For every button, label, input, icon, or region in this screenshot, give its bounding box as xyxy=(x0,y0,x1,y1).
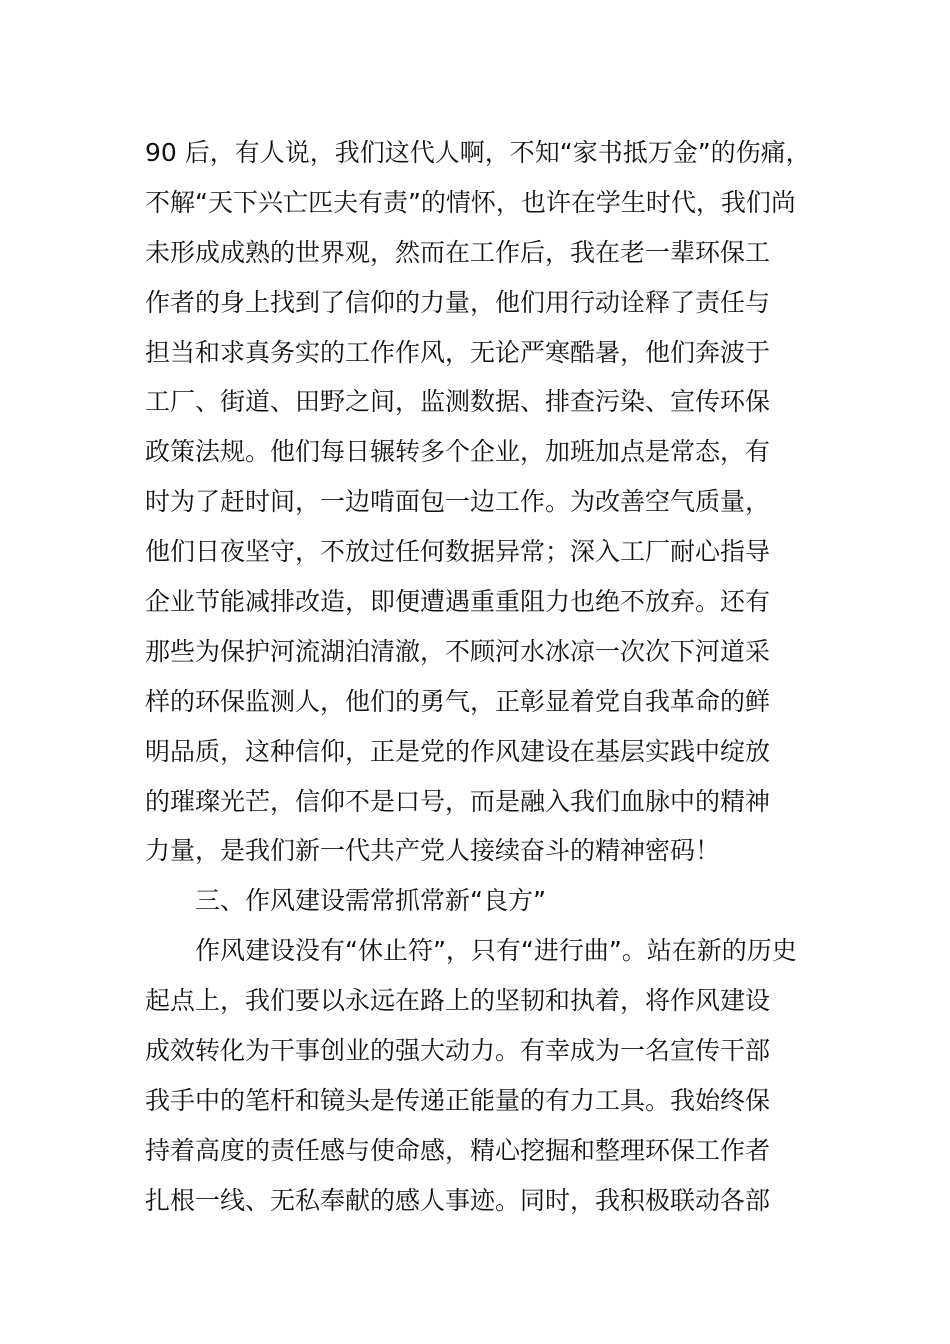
text-line: 那些为保护河流湖泊清澈，不顾河水冰凉一次次下河道采 xyxy=(145,636,771,666)
text-line: 明品质，这种信仰，正是党的作风建设在基层实践中绽放 xyxy=(145,736,771,766)
text-line: 成效转化为干事创业的强大动力。有幸成为一名宣传干部 xyxy=(145,1036,771,1066)
text-line: 样的环保监测人，他们的勇气，正彰显着党自我革命的鲜 xyxy=(145,686,771,716)
text-line: 不解“天下兴亡匹夫有责”的情怀，也许在学生时代，我们尚 xyxy=(145,187,796,217)
text-line: 担当和求真务实的工作作风，无论严寒酷暑，他们奔波于 xyxy=(145,337,771,367)
text-line: 我手中的笔杆和镜头是传递正能量的有力工具。我始终保 xyxy=(145,1085,771,1115)
text-line: 时为了赶时间，一边啃面包一边工作。为改善空气质量， xyxy=(145,487,771,517)
body-text xyxy=(145,128,815,1226)
text-line: 的璀璨光芒，信仰不是口号，而是融入我们血脉中的精神 xyxy=(145,786,771,816)
text-line: 政策法规。他们每日辗转多个企业，加班加点是常态，有 xyxy=(145,437,771,467)
text-line: 未形成成熟的世界观，然而在工作后，我在老一辈环保工 xyxy=(145,237,771,267)
text-line: 扎根一线、无私奉献的感人事迹。同时，我积极联动各部 xyxy=(145,1185,771,1215)
text-line: 作者的身上找到了信仰的力量，他们用行动诠释了责任与 xyxy=(145,287,771,317)
text-line: 企业节能减排改造，即便遭遇重重阻力也绝不放弃。还有 xyxy=(145,587,771,617)
text-line: 作风建设没有“休止符”，只有“进行曲”。站在新的历史 xyxy=(195,936,797,966)
section-heading: 三、作风建设需常抓常新“良方” xyxy=(195,886,546,916)
text-line: 90 后，有人说，我们这代人啊，不知“家书抵万金”的伤痛， xyxy=(145,138,811,167)
text-line: 起点上，我们要以永远在路上的坚韧和执着，将作风建设 xyxy=(145,986,771,1016)
text-line: 力量，是我们新一代共产党人接续奋斗的精神密码！ xyxy=(145,836,721,866)
text-line: 工厂、街道、田野之间，监测数据、排查污染、宣传环保 xyxy=(145,387,771,417)
text-line: 持着高度的责任感与使命感，精心挖掘和整理环保工作者 xyxy=(145,1135,771,1165)
text-line: 他们日夜坚守，不放过任何数据异常；深入工厂耐心指导 xyxy=(145,537,771,567)
